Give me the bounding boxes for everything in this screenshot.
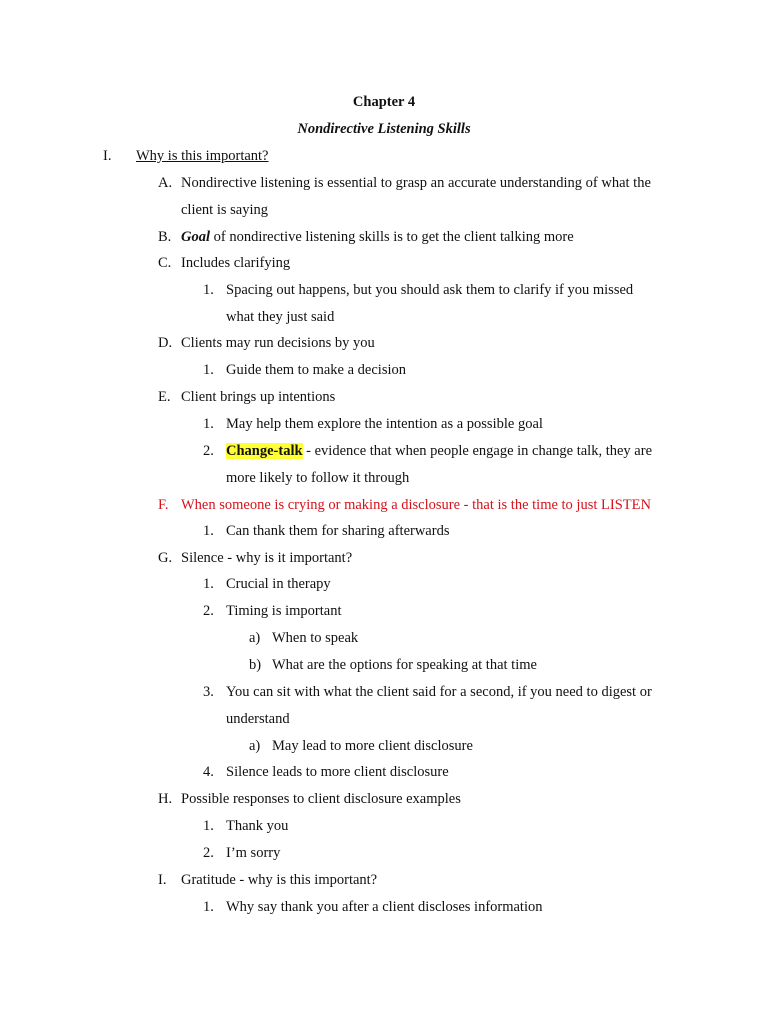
subitem-text-rest: - evidence that when people engage in change talk, they are [302, 443, 652, 459]
subitem-marker: 1. [203, 818, 214, 834]
subitem-text: Timing is important [226, 603, 342, 619]
subitem-marker: 1. [203, 416, 214, 432]
subsubitem-text: What are the options for speaking at that time [272, 657, 537, 673]
subitem-marker: 3. [203, 684, 214, 700]
item-marker: E. [158, 389, 171, 405]
item-marker: C. [158, 255, 172, 271]
subitem-text: Guide them to make a decision [226, 362, 406, 378]
subitem-text [226, 442, 652, 460]
subsubitem-marker: a) [249, 738, 261, 754]
subitem-marker: 2. [203, 845, 214, 861]
subitem-text: Silence leads to more client disclosure [226, 764, 449, 780]
highlighted-term: Change-talk [226, 443, 303, 459]
item-text: Client brings up intentions [181, 389, 336, 405]
item-text: Gratitude - why is this important? [181, 872, 378, 888]
subitem-marker: 2. [203, 443, 214, 459]
subitem-text: understand [226, 711, 290, 727]
subitem-text: Spacing out happens, but you should ask them to clarify if you missed [226, 282, 634, 298]
item-text [181, 228, 574, 246]
item-marker: G. [158, 550, 173, 566]
item-marker: I. [158, 872, 167, 888]
subitem-text: Can thank them for sharing afterwards [226, 523, 450, 539]
item-text: Possible responses to client disclosure examples [181, 791, 461, 807]
subsubitem-marker: a) [249, 630, 261, 646]
item-marker: H. [158, 791, 173, 807]
subitem-text: more likely to follow it through [226, 470, 410, 486]
subitem-text: Crucial in therapy [226, 576, 331, 592]
subitem-text: You can sit with what the client said for a second, if you need to digest or [226, 684, 652, 700]
subitem-marker: 1. [203, 523, 214, 539]
subsubitem-text: When to speak [272, 630, 359, 646]
subitem-text: Thank you [226, 818, 289, 834]
subitem-text: I’m sorry [226, 845, 281, 861]
subitem-marker: 2. [203, 603, 214, 619]
section-marker: I. [103, 148, 112, 164]
emphasized-word: Goal [181, 229, 210, 245]
subitem-text: May help them explore the intention as a possible goal [226, 416, 543, 432]
subitem-marker: 1. [203, 576, 214, 592]
item-marker: A. [158, 175, 173, 191]
subsubitem-text: May lead to more client disclosure [272, 738, 473, 754]
subitem-marker: 1. [203, 282, 214, 298]
item-text: Silence - why is it important? [181, 550, 353, 566]
item-marker: F. [158, 497, 169, 513]
item-marker: D. [158, 335, 173, 351]
item-text: Includes clarifying [181, 255, 291, 271]
item-text: Nondirective listening is essential to grasp an accurate understanding of what the [181, 175, 651, 191]
subitem-marker: 1. [203, 899, 214, 915]
subitem-text: Why say thank you after a client discloses information [226, 899, 543, 915]
subitem-marker: 4. [203, 764, 214, 780]
subsubitem-marker: b) [249, 657, 262, 673]
item-text: Clients may run decisions by you [181, 335, 375, 351]
chapter-heading: Chapter 4 [352, 94, 416, 110]
item-text: client is saying [181, 202, 268, 218]
item-text-rest: of nondirective listening skills is to get the client talking more [210, 229, 574, 245]
item-text: When someone is crying or making a disclosure - that is the time to just LISTEN [181, 497, 651, 513]
chapter-title: Nondirective Listening Skills [297, 121, 471, 137]
section-title: Why is this important? [136, 148, 269, 164]
subitem-marker: 1. [203, 362, 214, 378]
item-marker: B. [158, 229, 172, 245]
subitem-text: what they just said [226, 309, 335, 325]
